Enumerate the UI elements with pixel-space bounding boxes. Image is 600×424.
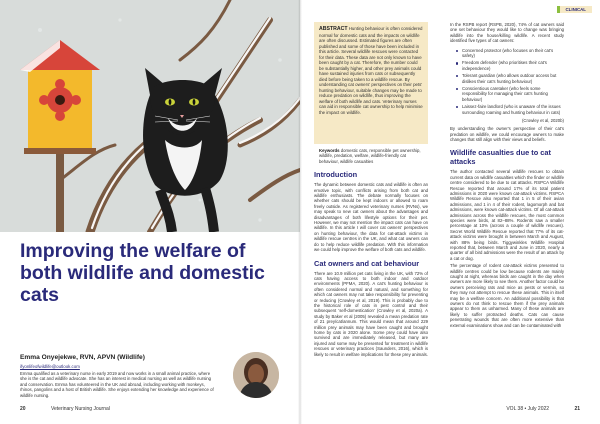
rspb-paragraph: In the RSPB report (RSPB, 2020), 74% of cat owners said one set behaviour they would like to change was bringing wildlife into the house/killing wildlife. A recent study identified five types of cat owners: [450,22,564,44]
list-item: Concerned protector (who focuses on their cat's safety) [456,48,564,59]
cat-owners-paragraph: There are 10.9 million pet cats living in the UK, with 72% of cats having access to both indoor and outdoor environments (PFMA, 2020). A cat's hunting behaviour is often considered normal and natural, and something for which cat owners may not take responsibility for preventing or reducing (Crowley et al, 2019). This is probably due to the historical role of cats in pest control and their subsequent 'self-domestication' (Crowley et al, 2020a). A study by Baker et al (2005) revealed a mean predation rate of 21 prey/cat/annum. This would mean that around 229 million prey animals may have been caught and brought home by cats in 2020 alone. Some prey could have also survived and are immediately released, but many are injured and some may be presented for treatment in wildlife rescues or veterinary practices (Saunders, 2016), which is likely to result in welfare implications for these prey animals. [314,270,428,357]
heading-introduction: Introduction [314,170,358,180]
casualties-paragraph-1: The author contacted several wildlife rescues to obtain current data on wildlife casualties which the finder or wildlife centre considered to be due to cat attacks. RSPCA Wildlife Rescue reported that around 17% of its total patient admissions in 2020 were known cat-attack victims. RSPCA Wildlife Rescue also reported that 1 in 5 of their avian admissions, and 1 in 4 of their rodent, lagomorph and bat admissions, were known cat-attack victims. Of all cat-attack admissions across the wildlife rescues, the most common species were birds, at 82–88%. Rodents saw a smaller percentage at 10% (across a couple of wildlife rescues). Secret World Wildlife Rescue reported that 77% of its cat-attack victims were brought in between March and August, with 88% being birds. Tiggywinkles Wildlife Hospital reported that, between March and June in 2020, nearly a quarter of all bird admissions were the result of an attack by a cat or dog. [450,169,564,261]
author-name: Emma Onyejekwe, RVN, APVN (Wildlife) [20,354,145,361]
column-1 [314,22,428,359]
cat-owners-text [314,271,428,358]
introduction-paragraph: The dynamic between domestic cats and wildlife is often an emotive topic, with conflicts arising from both cat and wildlife enthusiasts. The debate normally focuses on whether cats should be kept indoors or allowed to roam freely outside. As registered veterinary nurses (RVNs), we may speak to new cat owners about the advantages and disadvantages of both lifestyle options for their pet. However, we may not mention the impact cats can have on wildlife. In this article I will cover cat owners' perspectives on hunting behaviour, the data for cat-attack victims in wildlife rescue centres in the UK, and what cat owners can do to help reduce wildlife predation. With this information we could help improve the welfare of both cats and wildlife. [314,182,428,253]
list-item: Laissez-faire landlord (who is unaware of the issues surrounding roaming and hunting behaviour in cats) [456,104,564,115]
citation: (Crowley et al, 2020b) [521,118,564,124]
left-folio [20,406,110,412]
heading-cat-owners: Cat owners and cat behaviour [314,258,420,268]
page-gutter [298,0,302,424]
casualties-text [450,169,564,328]
keywords-text: domestic cats, responsible pet ownership, wildlife, predation, welfare, wildlife-friendly cat behaviour, wildlife casualties [319,148,421,164]
list-item: Conscientious caretaker (who feels some responsibility for managing their cat's hunting behaviour) [456,86,564,102]
abstract-box [314,22,428,144]
abstract-text: Hunting behaviour is often considered normal for domestic cats and the impacts on wildlife are often discussed. Estimated figures are often published and some of those have been included in this article. Several wildlife rescues were contacted for their data. These data are not only known to have been caught by a cat. Therefore, the number could be substantially higher, and other prey animals could have sustained injuries from cats or subsequently died before being taken to a wildlife rescue. By understanding cat owners' perspectives on their pets' hunting behaviour, suitable changes may be made to reduce predation on wildlife, thus improving the welfare of both wildlife and cats. Veterinary nurses can aid in responsible cat ownership to help minimise the impact on wildlife. [319,26,423,115]
heading-wildlife-casualties: Wildlife casualties due to cat attacks [450,148,551,167]
column-2 [450,22,564,330]
left-page-number: 20 [20,406,26,412]
casualties-paragraph-2: The percentage of rodent cat-attack victims presented to wildlife centres could be low because rodents are mainly caught at night, whereas birds are caught in the day when owners are more likely to see them. Another factor could be owners perceiving rats and mice as pests or vermin, so they may not attempt to rescue these animals. This in itself may be a welfare concern. An additional possibility is that owners do not think to rescue them if the prey animals appear to them as unharmed. Many of these animals are likely to suffer protracted deaths. Cats can cause penetrating wounds that are often more extensive than external examinations show and can be contaminated with [450,263,564,328]
issue-info: VOL 38 • July 2022 [506,406,550,412]
author-photo [233,352,279,398]
journal-name: Veterinary Nursing Journal [50,406,110,412]
article-title: Improving the welfare of both wildlife and domestic cats [20,240,265,306]
hero-photo-cat-birdhouse [0,0,300,232]
author-email-link[interactable]: ifyonlifeofwildlife@outlook.com [20,364,80,369]
section-tag: CLINICAL [557,6,593,13]
rspb-after-text [450,126,564,142]
rspb-after-paragraph: By understanding the owner's perspective of their cat's predation on wildlife, we could encourage owners to make changes that still align with their views and beliefs. [450,126,564,142]
list-item: Freedom defender (who prioritises their cat's independence) [456,60,564,71]
list-item: Tolerant guardian (who allows outdoor access but dislikes their cat's hunting behaviour) [456,73,564,84]
right-page-number: 21 [574,406,580,412]
introduction-text [314,182,428,252]
keywords-label: Keywords [319,148,340,153]
keywords [314,148,428,164]
author-bio: Emma qualified as a veterinary nurse in early 2019 and now works in a small animal practice, where she is the cat and wildlife advocate. She has an interest in medical nursing as well as wildlife nursing and conservation. Emma has volunteered in the UK and abroad, including working with monkeys, rhinos, pangolins and a host of British wildlife. She enjoys extending her knowledge and experience of wildlife nursing. [20,371,214,398]
abstract-label: ABSTRACT [319,26,348,32]
right-folio [506,406,580,412]
right-page [300,0,600,424]
cat-owner-types-list [456,48,564,115]
rspb-text [450,22,564,44]
